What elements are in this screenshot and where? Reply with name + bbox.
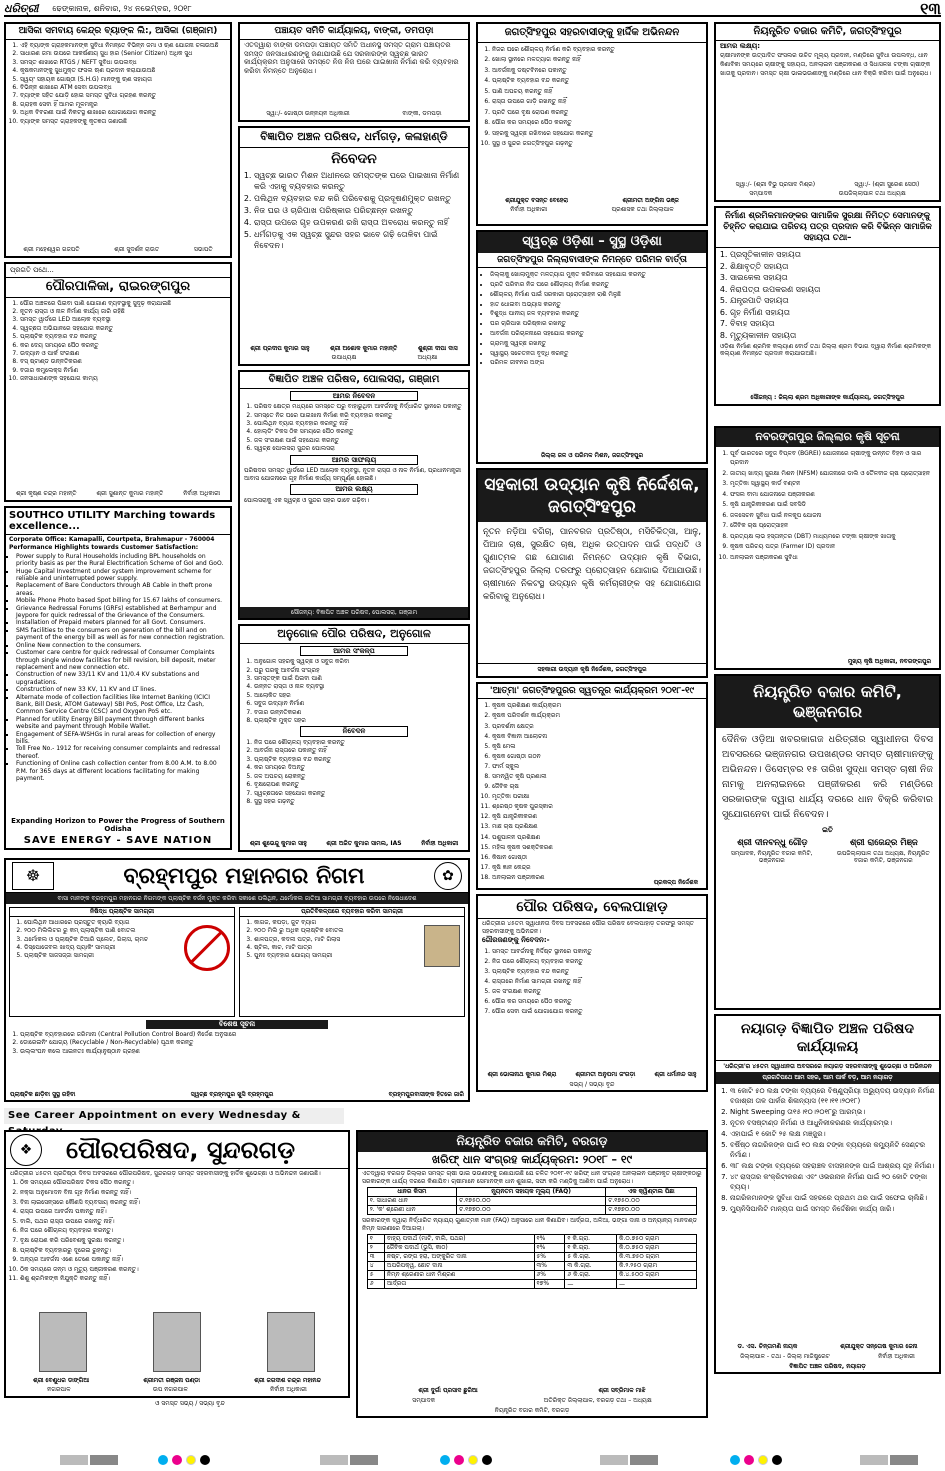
ad-horticulture: [476, 468, 708, 678]
ad-banki-samiti: [238, 22, 470, 122]
ad-intro: ଧରିତ୍ରୀର ୪୫ତମ ସ୍ୱାଧୀନତା ଦିବସ ଅବସରରେ ପୌର ପରିଷଦ ବେଲପାହାଡ଼ ତରଫରୁ ସମସ୍ତ ସହରବାସୀଙ୍କୁ ଅଭିନନ୍ଦନ।: [482, 920, 694, 935]
ad-sundargarh: [4, 1130, 350, 1398]
programme-list: 1. କୃଷକ ପ୍ରଶିକ୍ଷଣ କାର୍ଯ୍ୟକ୍ରମ 2. କୃଷକ ପରିଦର୍ଶନ କାର୍ଯ୍ୟକ୍ରମ 3. ପ୍ରଦର୍ଶନୀ କ୍ଷେତ୍ର 4. କୃଷକ ବିଜ୍ଞାନୀ ଆଲୋଚନା 5. କୃଷି ମେଳା 6. କୃଷକ ଗୋଷ୍ଠୀ ଗଠନ 7. ଫାର୍ମ ସ୍କୁଲ 8. ସମନ୍ୱିତ କୃଷି ପ୍ରଣାଳୀ 9. ଜୈବିକ ଚାଷ 10. ମୃତ୍ତିକା ପରୀକ୍ଷା 11. ଶ୍ରେଷ୍ଠ କୃଷକ ପୁରସ୍କାର 12. କୃଷି ଯାନ୍ତ୍ରିକୀକରଣ 13. ମାଛ ଚାଷ ପ୍ରଶିକ୍ଷଣ 14. ପଶୁପାଳନ ପ୍ରଶିକ୍ଷଣ 15. ମହିଳା କୃଷକ ସଶକ୍ତିକରଣ 16. କିଷାନ ଗୋଷ୍ଠୀ 17. କୃଷି ଜ୍ଞାନ କେନ୍ଦ୍ର 18. ଅନଲାଇନ ପଞ୍ଜୀକରଣ: [492, 701, 702, 882]
ad-intro: ଧରିତ୍ରୀର ୪୫ତମ ପ୍ରତିଷ୍ଠା ଦିବସ ଅବସରରେ ପୌରପରିଷଦ, ସୁନ୍ଦରଗଡ଼ ସମସ୍ତ ସହରବାସୀଙ୍କୁ ହାର୍ଦ୍ଦିକ ଶୁଭେଚ୍ଛା ଓ ଅଭିନନ୍ଦନ ଜଣାଉଛି।: [10, 1170, 321, 1177]
ad-text: ଚାଷୀମାନଙ୍କ ଉତ୍ପାଦିତ ଫସଲର ଉଚିତ ମୂଲ୍ୟ ପ୍ରଦାନ, ମଣ୍ଡିରେ ସୁବିଧା ଉପଲବ୍ଧ, ଧାନ କିଣାବିକା ସମୟରେ ଚାଷୀଙ୍କୁ ସହାୟତା, ଅନଲାଇନ ପଞ୍ଜୀକରଣ ଓ ସିଧାସଳଖ ଟଙ୍କା ଚାଷୀଙ୍କ ଖାତାକୁ ପ୍ରଦାନ। ସମସ୍ତ ଚାଷୀ ଭାଇଭଉଣୀଙ୍କୁ ମଣ୍ଡିରେ ଧାନ ବିକ୍ରି କରିବା ପାଇଁ ଅନୁରୋଧ।: [720, 52, 932, 78]
signatures: ସ୍ୱା:/- (ଶ୍ରୀ ବିଭୁ ପ୍ରସାଦ ମିଶ୍ର) ସ୍ୱା:/- (ଶ୍ରୀ ସୁରେଶ ସେଠୀ): [735, 180, 920, 188]
pre-title: ପ୍ରଗତି ପଥେ...: [10, 266, 54, 274]
ad-text: ଓଡ଼ିଶା ନିର୍ମାଣ ଶ୍ରମିକ କଲ୍ୟାଣ ବୋର୍ଡ ତଥା ଜିଲ୍ଲା ଶ୍ରମ ବିଭାଗ ଦ୍ୱାରା ନିର୍ମାଣ ଶ୍ରମିକଙ୍କ କଲ୍ୟାଣ ନିମନ୍ତେ ପ୍ରଦାନ କରାଯାଉଅଛି।: [720, 343, 932, 358]
ad-title: ନିୟନ୍ତ୍ରିତ ବଜାର କମିଟି, ବରଗଡ଼: [358, 1132, 706, 1152]
signatures: ଶ୍ରୀ ଭୋଳାନାଥ କୁମାର ମିଶ୍ରା ଶ୍ରୀମତୀ ଅନୁପମା ଜଂଗଡ଼ା ଶ୍ରୀ ଧର୍ମାନନ୍ଦ ସାହୁ: [487, 1070, 697, 1078]
ad-title: ବିଜ୍ଞାପିତ ଅଞ୍ଚଳ ପରିଷଦ, ଧର୍ମଗଡ଼, କଳାହାଣ୍ଡି: [240, 128, 468, 148]
southco-subtitle: Performance Highlights towards Customer Satisfaction:: [9, 544, 199, 552]
signatures: ଶ୍ରୀ ପ୍ରଦୀପ କୁମାର ସାହୁ ଶ୍ରୀ ଅଶୋକ କୁମାର ମହାନ୍ତି ଶୁଶ୍ରୀ ଦୀପା ଦାସ: [250, 344, 458, 352]
ad-polasara: [238, 370, 470, 620]
emblem-icon: ✿: [434, 862, 462, 890]
ad-title: 'ଆତ୍ମା' ଜଗତ୍‌ସିଂହପୁରର ସ୍ୱତନ୍ତ୍ର କାର୍ଯ୍ୟକ୍ରମ ୨୦୧୮-୧୯: [478, 684, 706, 699]
ad-text: ସରକାରଙ୍କ ଦ୍ୱାରା ନିର୍ଦ୍ଧାରିତ ନ୍ୟାଯ୍ୟ ଗୁଣାତ୍ମକ ମାନ (FAQ) ଅନୁସାରେ ଧାନ କିଣାଯିବ। ଆର୍ଦ୍ରତା, ଅଳିଆ, ଭଙ୍ଗା ଦାନା ଓ ଅନ୍ୟାନ୍ୟ ମାନଦଣ୍ଡ ନିମ୍ନ ସାରଣୀରେ ଦିଆଗଲା।: [362, 1217, 697, 1232]
ad-title: ପୌରପରିଷଦ, ସୁନ୍ଦରଗଡ଼: [66, 1136, 295, 1164]
signatures: ଶ୍ରୀ ବେଣୁଧର ଡାଙ୍ଗିଆ ଶ୍ରୀମତୀ ରଞ୍ଜନା ପଣ୍ଡା ଶ୍ରୀ ଜଗଦୀଶ ଚନ୍ଦ୍ର ମହାନନ୍ଦ: [33, 1376, 321, 1384]
ad-title: ଜଗତ୍‌ସିଂହପୁର ସହରବାସୀଙ୍କୁ ହାର୍ଦ୍ଦିକ ଅଭିନନ୍ଦନ: [478, 24, 706, 43]
ad-subtitle: 'ଧରିତ୍ରୀ'ର ୪୫ତମ ସ୍ୱାଧୀନତା ଅବସରରେ ନୟାଗଡ଼ ସହରବାସୀଙ୍କୁ ଶୁଭେଚ୍ଛା ଓ ଅଭିନନ୍ଦନ: [723, 1063, 932, 1070]
paper-logo: ଧରିତ୍ରୀ: [4, 2, 39, 15]
section-heading: ଆମର ନିବେଦନ: [290, 391, 418, 402]
banned-items-panel: [9, 907, 235, 1017]
table-row: ୧ ବାହ୍ୟ ପଦାର୍ଥ (ମାଟି, ବାଲି, ପଥର) ୧% ୧ କି.ଗ୍ରା. କି.୦.୭୫୦ ଗ୍ରାମ: [367, 1235, 697, 1244]
alternatives-panel: [239, 907, 465, 1017]
resolve-list: 1. ଅନୁଗୋଳ ସହରକୁ ସ୍ୱଚ୍ଛ ଓ ସବୁଜ କରିବା 2. ଘରୁ ଘରକୁ ଆବର୍ଜନା ସଂଗ୍ରହ 3. ସମସ୍ତଙ୍କ ପାଇଁ ପିଇବା ପାଣି 4. ଉନ୍ନତ ରାସ୍ତା ଓ ନାଳ ବ୍ୟବସ୍ଥା 5. ଆଲୋକିତ ସହର 6. ସବୁଜ ଉଦ୍ୟାନ ନିର୍ମାଣ 7. ବଜାର ଉନ୍ନତିକରଣ 8. ପ୍ଲାଷ୍ଟିକ ମୁକ୍ତ ସହର: [254, 658, 464, 724]
ad-bhanjanagar-market: [714, 674, 941, 1010]
masthead-date: ଢେଙ୍କାନାଳ, ଶନିବାର, ୨୪ ନଭେମ୍ବର, ୨୦୧୮: [52, 4, 192, 13]
ad-title: ନିୟନ୍ତ୍ରିତ ବଜାର କମିଟି, ଭଞ୍ଜନଗର: [716, 676, 939, 728]
request-list: 1. ସ୍ୱଚ୍ଛ ଭାରତ ମିଶନ ଅଧୀନରେ ସମସ୍ତଙ୍କ ଘରେ ପାଇଖାନା ନିର୍ମାଣ କରି ଏହାକୁ ବ୍ୟବହାର କରନ୍ତୁ 2. ପଲିଥିନ ବ୍ୟବହାର ବନ୍ଦ କରି ପରିବେଶକୁ ପ୍ରଦୂଷଣମୁକ୍ତ ରଖନ୍ତୁ 3. ନିଜ ଘର ଓ ଚାରିପାଖ ପରିଷ୍କାର ପରିଚ୍ଛନ୍ନ ରଖନ୍ତୁ 4. ରାସ୍ତା ଉପରେ ଗୃହ ଉପକରଣ ରଖି ରାସ୍ତା ଅବରୋଧ କରନ୍ତୁ ନାହିଁ 5. ଧର୍ମଗଡ଼କୁ ଏକ ସ୍ୱଚ୍ଛ ସୁନ୍ଦର ସହର ଭାବେ ଗଢ଼ି ତୋଳିବା ପାଇଁ ନିବେଦନ।: [254, 170, 464, 251]
ad-southco: [4, 506, 232, 850]
signature-roles: ନଗରପାଳ ଉପ ନଗରପାଳ ନିର୍ବାହୀ ଅଧିକାରୀ: [47, 1385, 307, 1393]
banned-list: 1. ପୋଲିଥିନ ଆଧାରରେ ପ୍ରସ୍ତୁତ କ୍ୟାରି ବ୍ୟାଗ 2. ୨୦୦ ମିଲିଲିଟର ରୁ କମ୍ ପ୍ଲାଷ୍ଟିକ ପାଣି ବୋତଲ 3. ଥର୍ମୋକଲ ଓ ପ୍ଲାଷ୍ଟିକ ତିଆରି ପ୍ଲେଟ, ଗିଲାସ, ଚାମଚ 4. ଡିସ୍ପୋଜେବଲ ଖାଦ୍ୟ ପ୍ୟାକିଂ ସାମଗ୍ରୀ 5. ପ୍ଲାଷ୍ଟିକ ସାଜସଜ୍ଜା ସାମଗ୍ରୀ: [24, 919, 176, 977]
table-row: ୨ ଜୈବିକ ପଦାର୍ଥ (ଭୁସି, କାଠ) ୧% ୧ କି.ଗ୍ରା. କି.୦.୭୫୦ ଗ୍ରାମ: [367, 1244, 697, 1253]
masthead: [4, 0, 941, 18]
ad-motto: ପ୍ରଗତିପଥେ ଆମ ସହର, ଆମ ପାର୍କ ବଡ଼, ଆମ ନୟାଗଡ଼: [716, 1072, 939, 1083]
ad-swachh-odisha: [476, 230, 708, 464]
municipal-points: 1. ପୌର ଅଞ୍ଚଳରେ ପିଇବା ପାଣି ଯୋଗାଣ ବ୍ୟବସ୍ଥାକୁ ସୁଦୃଢ଼ କରାଯାଇଛି 2. ନୂତନ ରାସ୍ତା ଓ ନାଳ ନିର୍ମାଣ କାର୍ଯ୍ୟ ଜାରି ରହିଛି 3. ସମସ୍ତ ୱାର୍ଡରେ LED ଆଲୋକ ବ୍ୟବସ୍ଥା 4. ସ୍ୱଚ୍ଛତା ଅଭିଯାନରେ ସହଯୋଗ କରନ୍ତୁ 5. ପ୍ଲାଷ୍ଟିକ ବ୍ୟବହାର ବନ୍ଦ କରନ୍ତୁ 6. କର ଦେୟ ସମୟରେ ପୈଠ କରନ୍ତୁ 7. ଉଦ୍ୟାନ ଓ ପାର୍କ ସଂରକ୍ଷଣ 8. ବସ୍ ଷ୍ଟାଣ୍ଡ ଉନ୍ନତିକରଣ 9. ବଜାର କମ୍ପ୍ଲେକ୍ସ ନିର୍ମାଣ 10. ଜନସାଧାରଣଙ୍କ ସହଯୋଗ କାମ୍ୟ: [20, 300, 226, 383]
signature-roles: ସମ୍ପାଦକ ଅତିରିକ୍ତ ଜିଲ୍ଲାପାଳ, ବରଗଡ଼ ତଥା – ଅଧ୍ୟକ୍ଷ: [412, 1396, 652, 1404]
signatures: ଶ୍ରୀ ଦୁର୍ଗା ପ୍ରସାଦ ଛୁରିଆ ଶ୍ରୀ ସବ୍ରିମାଳ ମାଝି: [418, 1386, 646, 1394]
ad-footer: ବିଜ୍ଞାପିତ ଅଞ୍ଚଳ ପରିଷଦ, ନୟାଗଡ଼: [789, 1362, 866, 1370]
corporation-logo-icon: ☸: [12, 862, 54, 890]
request-list: 1. ନିଜ ଘରେ ଶୌଚାଳୟ ବ୍ୟବହାର କରନ୍ତୁ 2. ଆବର୍ଜନା ରାସ୍ତାରେ ପକାନ୍ତୁ ନାହିଁ 3. ପ୍ଲାଷ୍ଟିକ ବ୍ୟବହାର ବନ୍ଦ କରନ୍ତୁ 4. କର ସମୟରେ ଦିଅନ୍ତୁ 5. ଜଳ ଅପଚୟ ରୋକନ୍ତୁ 6. ବୃକ୍ଷରୋପଣ କରନ୍ତୁ 7. ସ୍ୱଚ୍ଛତାରେ ସହଯୋଗ କରନ୍ତୁ 8. ସୁସ୍ଥ ସହର ଗଢ଼ନ୍ତୁ: [254, 739, 464, 805]
signatures: ସ୍ୱା:/- ଗୋଷ୍ଠୀ ଉନ୍ନୟନ ଅଧିକାରୀ ବାଙ୍କୀ, ଡମପଡ଼ା: [266, 109, 442, 117]
ad-bargarh-market: [356, 1130, 708, 1418]
section-heading: ଗୌରଜଣଙ୍କୁ ନିବେଦନ:-: [482, 935, 550, 944]
ad-brahmapur-corporation: [4, 858, 470, 1102]
ad-construction-workers: [714, 206, 941, 406]
southco-highlights: ▪ Power supply to Rural Households including BPL households on priority basis as per the Rural Electrification Scheme of GoI and GoO. ▪ Huge Capital Investment under system improvement scheme for reliable and uninterrupted power supply. ▪ Replacement of Bare Conductors through AB Cable in theft prone areas. ▪ Mobile Phone Photo based Spot billing for 15.67 lakhs of consumers. ▪ Grievance Redressal Forums (GRFs) established at Berhampur and Jeypore for quick redressal of the Grievance of the Consumers. ▪ Installation of Prepaid meters planned for all Govt. Consumers. ▪ SMS facilities to the consumers on generation of the bill and on payment of the energy bill as well as for new connection registration. ▪ Online New connection to the consumers. ▪ Customer care centre for quick redressal of Consumer Complaints through single window facilities for bill revision, bill deposit, meter replacement and new connection etc. ▪ Construction of new 33/11 KV and 11/0.4 KV substations and upgradations. ▪ Construction of new 33 KV, 11 KV and LT lines. ▪ Alternate mode of collection facilities like Internet Banking (ICICI Bank, Bill Desk, ATOM Gateway) SBI PoS, Post Office, Ltz Cash, Common Service Centre (CSC) and Oxygen PoS etc. ▪ Planned for utility Energy Bill payment through different banks website and payment through Mobile Wallet. ▪ Engagement of SEFA-WSHGs in rural areas for collection of energy bills. ▪ Toll Free No.- 1912 for receiving consumer complaints and redressal thereof. ▪ Functioning of Online cash collection center from 8.00 A.M. to 8.00 P.M. for 365 days at different locations facilitating for making payment.: [16, 553, 227, 783]
signature-roles: ଉପାଧ୍ୟକ୍ଷ ଅଧ୍ୟକ୍ଷା: [331, 353, 438, 361]
ad-title: ନବରଙ୍ଗପୁର ଜିଲ୍ଲାର କୃଷି ସୂଚନା: [716, 428, 939, 447]
southco-title: SOUTHCO UTILITY Marching towards excellence...: [6, 508, 230, 535]
ad-title: ନିର୍ମାଣ ଶ୍ରମିକମାନଙ୍କର ସାମାଜିକ ସୁରକ୍ଷା ନିମିତ୍ତ ସେମାନଙ୍କୁ ଚିହ୍ନିତ କରାଯାଇ ପରିଚୟ ପତ୍ର ପ୍ରଦାନ କରି ବିଭିନ୍ନ ସାମାଜିକ ସହାୟତା ତଥା–: [716, 208, 939, 248]
jute-bag-icon: [424, 925, 460, 967]
ad-footer: ସୌଜନ୍ୟ : ଜିଲ୍ଲା ଶ୍ରମ ଅଧିକାରୀଙ୍କ କାର୍ଯ୍ୟାଳୟ, ଜଗତ୍‌ସିଂହପୁର: [750, 393, 905, 401]
table-row: ୬ ଆର୍ଦ୍ରତା ୧୭% — —: [367, 1280, 697, 1289]
ad-title: ସହକାରୀ ଉଦ୍ୟାନ କୃଷି ନିର୍ଦ୍ଦେଶକ, ଜଗତ୍‌ସିଂହପୁର: [478, 470, 706, 522]
signatures: ଶ୍ରୀ ଶୁଭେନ୍ଦୁ କୁମାର ସାହୁ ଶ୍ରୀ ଅଜିତ କୁମାର ସାମଲ, IAS ନିର୍ବାହୀ ଅଧିକାରୀ: [249, 839, 459, 847]
southco-footer: Expanding Horizon to Power the Progress of Southern Odisha: [11, 817, 225, 833]
ad-title: ନୟାଗଡ଼ ବିଜ୍ଞାପିତ ଅଞ୍ଚଳ ପରିଷଦ କାର୍ଯ୍ୟାଳୟ: [716, 1016, 939, 1061]
ad-title: ଆସିକା ସମବାୟ କେନ୍ଦ୍ର ବ୍ୟାଙ୍କ ଲି:, ଆସିକା (ଗଞ୍ଜାମ): [6, 24, 230, 40]
signature-roles: ନିର୍ବାହୀ ଅଧିକାରୀ ପ୍ରଶାସକ ତଥା ଜିଲ୍ଲାପାଳ: [510, 205, 674, 213]
ad-text: ନୂତନ ନଡ଼ିଆ ବଗିଚା, ପାନବରଜ ପ୍ରତିଷ୍ଠା, ମସିଚିକିତ୍ସା, ଆଳୁ, ପିଆଜ ଚାଷ, ସୁରକ୍ଷିତ ଚାଷ, ଅଧିକ ଉତ୍ପାଦନ ପାଇଁ ପଦ୍ଧତି ଓ ଗୁଣାତ୍ମକ ଗଛ ଯୋଗାଣ ନିମନ୍ତେ ଉଦ୍ୟାନ କୃଷି ବିଭାଗ, ଜଗତ୍‌ସିଂହପୁର ଜିଲ୍ଲା ତରଫରୁ ପ୍ରୋତ୍ସାହନ ଯୋଗାଇ ଦିଆଯାଉଛି। ଚାଷୀମାନେ ନିକଟସ୍ଥ ଉଦ୍ୟାନ କୃଷି କର୍ମଚାରୀଙ୍କ ସହ ଯୋଗାଯୋଗ କରିବାକୁ ଅନୁରୋଧ।: [483, 526, 701, 601]
iti: ଇତି: [822, 826, 833, 834]
section-heading: ଆମର ଲକ୍ଷ୍ୟ:: [720, 41, 761, 50]
print-registration-strip: [0, 1452, 945, 1468]
achievements-list: 1. ୩ କୋଟି ୫୦ ଲକ୍ଷ ଟଙ୍କା ବ୍ୟୟରେ ବିଷ୍ଣୁପ୍ରିୟା ଅଭ୍ୟୁଦୟ ଉଦ୍ୟାନ ନିର୍ମାଣ ବଜାଶ୍ରୀ ତାଳ ପାର୍କର ଶିଳାନ୍ୟାସ (୧୧।୧୧।୨୦୧୮) 2. Night Sweeping ତା୧୫।୧୦।୨୦୧୮ରୁ ଆରମ୍ଭ। 3. ନୂତନ ବସଷ୍ଟାଣ୍ଡ ନିର୍ମାଣ ଓ ଆଧୁନିକୀକରଣର କାର୍ଯ୍ୟାରମ୍ଭ। 4. ଏହାପାଇଁ ୧ କୋଟି ୨୫ ଲକ୍ଷ ମଞ୍ଜୁର। 5. ବର୍ଷିଷ୍ଠ ନାଗରିକଙ୍କ ପାଇଁ ୧୦ ଲକ୍ଷ ଟଙ୍କା ବ୍ୟୟରେ କମ୍ୟୁନିଟି ସେଣ୍ଟର ନିର୍ମାଣ। 6. ୩୮ ଲକ୍ଷ ଟଙ୍କା ବ୍ୟୟରେ ସହରାଞ୍ଚଳ ବାସହୀନଙ୍କ ପାଇଁ ଆଶ୍ରୟ ଗୃହ ନିର୍ମାଣ। 7. ୪୯ ରାସ୍ତାର କଂକ୍ରିଟୀକରଣ ଏବଂ ଓଭରନାଳ ନିର୍ମାଣ ପାଇଁ ୨୦ କୋଟି ଟଙ୍କା ବ୍ୟୟ। 8. ନାଗରିକମାନଙ୍କ ସୁବିଧା ପାଇଁ ସହରରେ ପ୍ରଥମ ଥର ପାଇଁ ସଫେଇ ଚାଲିଛି। 9. ମ୍ୟୁନିସିପାଲିଟି ମାନ୍ୟତା ପାଇଁ ସମସ୍ତ ନିର୍ଦ୍ଦେଶିକା କାର୍ଯ୍ୟ ଜାରି।: [730, 1086, 935, 1214]
special-notice-heading: ବିଶେଷ ସୂଚନା: [146, 1020, 328, 1029]
ad-footer: ପ୍ରକଳ୍ପ ନିର୍ଦ୍ଦେଶକ: [653, 878, 698, 886]
signature-roles: ଜିଲ୍ଲାପାଳ - ତଥା - ଜିଲ୍ଲା ମାଜିଷ୍ଟ୍ରେଟ ନିର୍ବାହୀ ଅଧିକାରୀ: [740, 1352, 915, 1360]
ad-footer: ସୌଜନ୍ୟ: ବିଜ୍ଞାପିତ ଅଞ୍ଚଳ ପରିଷଦ, ପୋଲସରା, ଗଞ୍ଜାମ: [240, 607, 468, 618]
ad-subtitle: ବାସା ମାନଙ୍କ ବ୍ରହ୍ମପୁର ମହାନଗର ନିଗମଙ୍କ ପ୍ଲାଷ୍ଟିକ ବର୍ଜନ ମୁକ୍ତ କରିବା ସକାଶେ ପଲିଥିନ, ଥର୍ମୋକଲ ଜାତିଆ ସାମଗ୍ରୀ ବ୍ୟବହାର ଉପରେ ନିଷେଧାଦେଶ: [6, 893, 468, 904]
signature-role: ସଭ୍ୟ / ସଭ୍ୟା ବୃନ୍ଦ: [569, 1080, 615, 1088]
section-heading: ନିବେଦନ: [300, 726, 408, 737]
members-note: ଓ ସମସ୍ତ ସଭ୍ୟ / ସଭ୍ୟା ବୃନ୍ଦ: [155, 1400, 225, 1407]
table-row: ୧. ସାଧାରଣ ଧାନ ଟ.୧୭୫୦.୦୦ ଟ.୧୭୫୦.୦୦: [367, 1197, 697, 1206]
section-heading: ଆମର ଲକ୍ଷ୍ୟ: [290, 484, 418, 495]
table-row: ୫ ନିମ୍ନ ଶ୍ରେଣୀର ଧାନ ମିଶ୍ରଣ ୬% ୬ କି.ଗ୍ରା. କି.୪.୫୦୦ ଗ୍ରାମ: [367, 1271, 697, 1280]
ad-title: ବିଜ୍ଞାପିତ ଅଞ୍ଚଳ ପରିଷଦ, ପୋଲସରା, ଗଞ୍ଜାମ: [240, 372, 468, 389]
ad-intro: ଏତଦ୍ୱାରା ବରଗଡ଼ ଜିଲ୍ଲାର ସମସ୍ତ ଚାଷୀ ଭାଇ ଭଉଣୀଙ୍କୁ ଜଣାଯାଉଛି ଯେ ଚଳିତ ୨୦୧୮-୧୯ ଖରିଫ୍ ଧାନ ସଂଗ୍ରହ ଅନଲାଇନ ପଞ୍ଜୀକୃତ ଚାଷୀଙ୍କଠାରୁ ସରକାରଙ୍କ ଧାର୍ଯ୍ୟ ଦରରେ କିଣାଯିବ। ଚାଷୀମାନେ ସେମାନଙ୍କ ଧାନ ଶୁଖାଇ, ସଫା କରି ମଣ୍ଡିକୁ ଆଣିବା ପାଇଁ ଅନୁରୋଧ।: [362, 1170, 702, 1185]
ad-title: ବ୍ରହ୍ମପୁର ମହାନଗର ନିଗମ: [123, 863, 365, 889]
southco-office: Corporate Office: Kamapalli, Courtpeta, Brahmapur - 760004: [9, 536, 215, 543]
photo-row: [6, 1312, 348, 1372]
ad-text: ଏତଦ୍ୱାରା ବାଙ୍କୀ ଡମପଡ଼ା ପଞ୍ଚାୟତ ସମିତି ଅଧୀନସ୍ଥ ସମସ୍ତ ଗ୍ରାମ ପଞ୍ଚାୟତର ସମସ୍ତ ଜନସାଧାରଣଙ୍କୁ ଜଣାଯାଉଛି ଯେ ସରକାରଙ୍କ ସ୍ୱଚ୍ଛ ଭାରତ କାର୍ଯ୍ୟକ୍ରମ ଅନୁସାରେ ସମସ୍ତେ ନିଜ ନିଜ ଘରେ ପାଇଖାନା ନିର୍ମାଣ କରି ବ୍ୟବହାର କରିବା ନିମନ୍ତେ ଅନୁରୋଧ।: [244, 41, 459, 75]
ad-subtitle: ଖରିଫ୍ ଧାନ ସଂଗ୍ରହ କାର୍ଯ୍ୟକ୍ରମ: ୨୦୧୮ – ୧୯: [358, 1152, 706, 1170]
ad-aska-bank: [4, 22, 232, 258]
request-list: 1. ନିଜର ଘରେ ଶୌଚାଳୟ ନିର୍ମାଣ କରି ବ୍ୟବହାର କରନ୍ତୁ 2. ଖୋଲା ସ୍ଥାନରେ ମଳତ୍ୟାଗ କରନ୍ତୁ ନାହିଁ 3. ଆବର୍ଜନାକୁ ଡଷ୍ଟବିନରେ ପକାନ୍ତୁ 4. ପ୍ଲାଷ୍ଟିକ ବ୍ୟବହାର ବନ୍ଦ କରନ୍ତୁ 5. ପାଣି ଅପଚୟ କରନ୍ତୁ ନାହିଁ 6. ରାସ୍ତା ଉପରେ ଗାଡ଼ି ରଖନ୍ତୁ ନାହିଁ 7. ପ୍ରତି ଘରେ ବୃକ୍ଷ ରୋପଣ କରନ୍ତୁ 8. ପୌର କର ସମୟରେ ପୈଠ କରନ୍ତୁ 9. ସହରକୁ ସ୍ୱଚ୍ଛ ରଖିବାରେ ସହଯୋଗ କରନ୍ତୁ 10. ସୁସ୍ଥ ଓ ସୁନ୍ଦର ଜଗତ୍‌ସିଂହପୁର ଗଢ଼ନ୍ତୁ: [492, 45, 702, 149]
ad-footer: ମୁଖ୍ୟ କୃଷି ଅଧିକାରୀ, ନବରଙ୍ଗପୁର: [847, 657, 931, 665]
signatures: ଶ୍ରୀ ଦୀନବନ୍ଧୁ ଗୌଡ଼ ଶ୍ରୀ ରାଜେନ୍ଦ୍ର ମିଞ୍ଜ: [737, 837, 918, 848]
ad-footer: ପ୍ଲାଷ୍ଟିକ ଛାଡ଼ିବା ସୁସ୍ଥ ରହିବା ସ୍ୱଚ୍ଛ ବ୍ରହ୍ମପୁର ଖୁସି ବ୍ରହ୍ମପୁର ବ୍ରହ୍ମପୁରବାସୀଙ୍କ ହିତରେ ଜାରି: [10, 1090, 464, 1098]
ad-nabarangpur-agriculture: [714, 426, 941, 670]
ad-title: ପଞ୍ଚାୟତ ସମିତି କାର୍ଯ୍ୟାଳୟ, ବାଙ୍କୀ, ଡମପଡ଼ା: [240, 24, 468, 40]
avatar: [39, 1312, 87, 1372]
ad-nayagarh: [714, 1014, 941, 1374]
ad-rairangpur: [4, 262, 232, 502]
special-notice-list: 1. ପ୍ଲାଷ୍ଟିକ ବ୍ୟବହାରରେ ଜରିମାନା (Central Pollution Control Board) ନିର୍ଦ୍ଦେଶ ଅନୁସାରେ 2. ଡୋରେଇନିଂ ଯୋଗ୍ୟ (Recyclable / Non-Recyclable) ପୃଥକ କରନ୍ତୁ 3. ଉଲ୍ଲଂଘନ କଲେ ଆଇନତଃ କାର୍ଯ୍ୟାନୁଷ୍ଠାନ ଗ୍ରହଣ: [20, 1031, 464, 1055]
section-heading: ଆମର ସାଫଲ୍ୟ: [290, 455, 418, 466]
request-list: 1. ସମସ୍ତ ଆବର୍ଜନାକୁ ନିର୍ଦ୍ଦିଷ୍ଟ ସ୍ଥାନରେ ପକାନ୍ତୁ 2. ନିଜ ଘରେ ଶୌଚାଳୟ ବ୍ୟବହାର କରନ୍ତୁ 3. ପ୍ଲାଷ୍ଟିକ ବ୍ୟବହାର ବନ୍ଦ କରନ୍ତୁ 4. ରାସ୍ତାରେ ନିର୍ମାଣ ସାମଗ୍ରୀ ରଖନ୍ତୁ ନାହିଁ 5. ଜଳ ସଂରକ୍ଷଣ କରନ୍ତୁ 6. ପୌର କର ସମୟରେ ପୈଠ କରନ୍ତୁ 7. ପୌର ସେବା ପାଇଁ ଯୋଗାଯୋଗ କରନ୍ତୁ: [492, 947, 702, 1016]
southco-slogan: SAVE ENERGY - SAVE NATION: [23, 835, 213, 846]
ad-footer: ସହକାରୀ ଉଦ୍ୟାନ କୃଷି ନିର୍ଦ୍ଦେଶକ, ଜଗତ୍‌ସିଂହପୁର: [478, 663, 706, 673]
signature-roles: ସମ୍ପାଦକ ଉପଜିଲ୍ଲାପାଳ ତଥା ଅଧ୍ୟକ୍ଷ: [749, 189, 906, 197]
panel-heading: ନିଷିଦ୍ଧ ପ୍ଲାଷ୍ଟିକ ସାମଗ୍ରୀ: [10, 908, 234, 916]
ad-footer: ଜିଲ୍ଲା ଜଳ ଓ ପରିମଳ ମିଶନ, ଜଗତ୍‌ସିଂହପୁର: [541, 451, 643, 459]
request-list: 1. ଠିକ ସମୟରେ ପୌରପରିଷଦ ଟିକସ ପୈଠ କରନ୍ତୁ। 2. ନକ୍ସା ଅନୁମୋଦନ ବିନା ଗୃହ ନିର୍ମାଣ କରନ୍ତୁ ନାହିଁ। 3. ବିନା ଲାଇସେନ୍ସରେ କୌଣସି ବ୍ୟବସାୟ କରନ୍ତୁ ନାହିଁ। 4. ରାସ୍ତା ଉପରେ ଆବର୍ଜନା ପକାନ୍ତୁ ନାହିଁ। 5. ବାଲି, ପଥର ରାସ୍ତା ଉପରେ ରଖନ୍ତୁ ନାହିଁ। 6. ନିଜ ଘରେ ଶୌଚାଳୟ ବ୍ୟବହାର କରନ୍ତୁ। 7. ବୃକ୍ଷ ରୋପଣ କରି ପରିବେଶକୁ ସୁରକ୍ଷା କରନ୍ତୁ। 8. ପ୍ଲାଷ୍ଟିକ ବ୍ୟବହାରରୁ ଦୂରେଇ ରୁହନ୍ତୁ। 9. ଅନ୍ୟର ଆବର୍ଜନା ଏଣେ ତେଣେ ପକାନ୍ତୁ ନାହିଁ। 10. ଠିକ ସମୟରେ ଜନ୍ମ ଓ ମୃତ୍ୟୁ ପଞ୍ଜୀକରଣ କରନ୍ତୁ। 11. ଶିଶୁ ଶ୍ରମିକଙ୍କ ନିଯୁକ୍ତି କରନ୍ତୁ ନାହିଁ।: [20, 1179, 344, 1284]
bank-points: 1. ଏହି ବ୍ୟାଙ୍କ ଗ୍ରାହକମାନଙ୍କ ସୁବିଧା ନିମନ୍ତେ ବିଭିନ୍ନ ଜମା ଓ ଋଣ ଯୋଜନା ଚଳାଉଅଛି 2. ସାଧାରଣ ଜମା ଉପରେ ଆକର୍ଷଣୀୟ ସୁଧ ହାର (Senior Citizen) ଅଧିକ ସୁଧ 3. ସମସ୍ତ ଶାଖାରେ RTGS / NEFT ସୁବିଧା ଉପଲବ୍ଧ 4. କୃଷକମାନଙ୍କୁ ସୁଧମୁକ୍ତ ଫସଲ ଋଣ ପ୍ରଦାନ କରାଯାଉଅଛି 5. ସ୍ୱୟଂ ସହାୟକ ଗୋଷ୍ଠୀ (S.H.G) ମାନଙ୍କୁ ଋଣ ସହାୟତା 6. ବିଭିନ୍ନ ଶାଖାରେ ATM ସେବା ଉପଲବ୍ଧ 7. ବ୍ୟାଙ୍କ ସହିତ ଯୋଡ଼ି ହୋଇ ସମସ୍ତ ସୁବିଧା ଗ୍ରହଣ କରନ୍ତୁ 8. ଗ୍ରାହକ ସେବା ହିଁ ଆମର ମୂଳମନ୍ତ୍ର 9. ଅଧିକ ବିବରଣୀ ପାଇଁ ନିକଟସ୍ଥ ଶାଖାରେ ଯୋଗାଯୋଗ କରନ୍ତୁ 10. ବ୍ୟାଙ୍କ ସମସ୍ତ ଗ୍ରାହକଙ୍କୁ କୃତଜ୍ଞତା ଜଣାଉଛି: [20, 42, 226, 125]
ad-text: ଦୈନିକ ଓଡ଼ିଆ ଖବରକାଗଜ ଧରିତ୍ରୀର ସ୍ୱାଧୀନତା ଦିବସ ଅବସରରେ ଭଞ୍ଜନଗର ଉପଖଣ୍ଡର ସମସ୍ତ ଚାଷୀମାନଙ୍କୁ ଅଭିନନ୍ଦନ। ଡିସେମ୍ବର ୧୫ ତାରିଖ ସୁଦ୍ଧା ସମସ୍ତ ଚାଷୀ ନିଜ ନାମକୁ ଅନଲାଇନରେ ପଞ୍ଜୀକରଣ କରି ମଣ୍ଡିରେ ସରକାରଙ୍କ ଦ୍ୱାରା ଧାର୍ଯ୍ୟ ଦରରେ ଧାନ ବିକ୍ରି କରିବାର ସୁଯୋଗନେବା ପାଇଁ ନିବେଦନ।: [722, 734, 933, 820]
no-plastic-icon: [184, 925, 230, 971]
ad-footer: ନିୟନ୍ତ୍ରିତ ବଜାର କମିଟି, ବରଗଡ଼: [494, 1406, 570, 1414]
ad-jagatsinghpur-municipality: [476, 22, 708, 226]
table-row: ୨. 'କ' ଶ୍ରେଣୀ ଧାନ ଟ.୧୭୭୦.୦୦ ଟ.୧୭୭୦.୦୦: [367, 1206, 697, 1215]
ad-dharmagarh: [238, 126, 470, 366]
goal-text: ପୋଲସରାକୁ ଏକ ସ୍ୱଚ୍ଛ ଓ ସୁନ୍ଦର ସହର ଭାବେ ଗଢ଼ିବା।: [244, 496, 369, 504]
sanitation-points: • ଜିଲ୍ଲାକୁ ଖୋଲାମୁକ୍ତ ମଳତ୍ୟାଗ ମୁକ୍ତ କରିବାରେ ସହଯୋଗ କରନ୍ତୁ • ପ୍ରତି ପରିବାର ନିଜ ଘରେ ଶୌଚାଳୟ ନିର୍ମାଣ କରନ୍ତୁ • ଶୌଚାଳୟ ନିର୍ମାଣ ପାଇଁ ସରକାରୀ ପ୍ରୋତ୍ସାହନ ରାଶି ମିଳୁଛି • ହାତ ଧୋଇବା ଅଭ୍ୟାସ କରନ୍ତୁ • ବିଶୁଦ୍ଧ ପାନୀୟ ଜଳ ବ୍ୟବହାର କରନ୍ତୁ • ଘର ଚାରିପାଖ ପରିଷ୍କାର ରଖନ୍ତୁ • ଆବର୍ଜନା ପରିଚାଳନାରେ ସହଯୋଗ କରନ୍ତୁ • ଗ୍ରାମକୁ ସ୍ୱଚ୍ଛ ରଖନ୍ତୁ • ସ୍ୱାସ୍ଥ୍ୟ ସଚେତନତା ବୃଦ୍ଧି କରନ୍ତୁ • ପରିମଳ ଜୀବନର ଅଙ୍ଗ: [490, 270, 702, 368]
success-text: ପରିଷଦର ସମସ୍ତ ୱାର୍ଡରେ LED ଆଲୋକ ବ୍ୟବସ୍ଥା, ନୂତନ ରାସ୍ତା ଓ ନାଳ ନିର୍ମାଣ, ପ୍ରଧାନମନ୍ତ୍ରୀ ଆବାସ ଯୋଜନାରେ ଗୃହ ନିର୍ମାଣ କାର୍ଯ୍ୟ ସମ୍ପୂର୍ଣ୍ଣ ହୋଇଛି।: [244, 467, 461, 482]
avatar: [267, 1312, 315, 1372]
ad-title: ସ୍ୱଚ୍ଛ ଓଡ଼ିଶା – ସୁସ୍ଥ ଓଡ଼ିଶା: [478, 232, 706, 253]
quality-table: [367, 1234, 698, 1289]
municipality-logo-icon: ❖: [10, 1134, 42, 1166]
signatures: ଡ. ଏସ. ଚିନ୍ତାମଣି ନାୟକ ଶ୍ରୀଯୁକ୍ତ ସନ୍ତୋଷ କୁମାର ଜେନା: [737, 1342, 918, 1350]
assistance-list: 1. ପ୍ରସୂତିକାଳୀନ ସହାୟତା 2. ଶିକ୍ଷାବୃତ୍ତି ସହାୟତା 3. ସାଇକେଲ ସହାୟତା 4. ନିରାପତ୍ତା ଉପକରଣ ସହାୟତା 5. ଯନ୍ତ୍ରପାତି ସହାୟତା 6. ଗୃହ ନିର୍ମାଣ ସହାୟତା 7. ବିବାହ ସହାୟତା 8. ମୃତ୍ୟୁକାଳୀନ ସହାୟତା: [730, 250, 935, 341]
table-row: ୪ ଅପରିପକ୍ୱ, ଛୋଟ ଦାନା ୩% ୩ କି.ଗ୍ରା. କି.୨.୨୫୦ ଗ୍ରାମ: [367, 1262, 697, 1271]
avatar: [153, 1312, 201, 1372]
ad-title: ପୌର ପରିଷଦ, ବେଲପାହାଡ଼: [478, 896, 706, 919]
signatures: ଶ୍ରୀଯୁକ୍ତ ବସନ୍ତ ବେହେରା ଶ୍ରୀମତୀ ଅଙ୍ଗିନା ଭଞ୍ଜ: [505, 196, 679, 204]
ad-subtitle: ଜଗତ୍‌ସିଂହପୁର ଜିଲ୍ଲାବାସୀଙ୍କ ନିମନ୍ତେ ପରିମଳ ବାର୍ତ୍ତା: [478, 253, 706, 268]
ad-angul: [238, 624, 470, 852]
table-row: ୩ ନଷ୍ଟ, ରଙ୍ଗ ହରା, ଅଙ୍କୁରିତ ଦାନା ୫% ୫ କି.ଗ୍ରା. କି.୩.୭୫୦ ଗ୍ରାମ: [367, 1253, 697, 1262]
panel-heading: ପ୍ରତିବିକଳ୍ପରେ ବ୍ୟବହାର କରିବା ସାମଗ୍ରୀ: [240, 908, 464, 916]
ad-subtitle: ନିବେଦନ: [331, 150, 377, 167]
signature-roles: ସମ୍ପାଦକ, ନିୟନ୍ତ୍ରିତ ବଜାର କମିଟି, ଭଞ୍ଜନଗର ଉପଜିଲ୍ଲାପାଳ ତଥା ଅଧ୍ୟକ୍ଷ, ନିୟନ୍ତ୍ରିତ ବଜାର କମିଟି, ଭଞ୍ଜନଗର: [730, 849, 930, 864]
msp-table: ଧାନର କିସମ ନ୍ୟୂନତମ ସହାୟକ ମୂଲ୍ୟ (FAQ) ଏକ କ୍ୱିଣ୍ଟାଲ ପିଛା ୧. ସାଧାରଣ ଧାନ ଟ.୧୭୫୦.୦୦ ଟ.୧୭୫୦.୦୦ ୨. 'କ' ଶ୍ରେଣୀ ଧାନ ଟ.୧୭୭୦.୦୦ ଟ.୧୭୭୦.୦୦: [367, 1187, 698, 1215]
career-banner: See Career Appointment on every Wednesday &: [4, 1108, 344, 1124]
page-number: ୧୩: [920, 0, 941, 18]
ad-title: ନିୟନ୍ତ୍ରିତ ବଜାର କମିଟି, ଜଗତ୍‌ସିଂହପୁର: [716, 24, 939, 41]
alternatives-list: 1. କାଗଜ, କପଡ଼ା, ଜୁଟ ବ୍ୟାଗ 2. ୨୦୦ ମିଲି ରୁ ଅଧିକ ପ୍ଲାଷ୍ଟିକ ବୋତଲ 3. ଶାଳପତ୍ର, କଦଳୀ ପତ୍ର, ମାଟି ଗିଲାସ 4. ଷ୍ଟିଲ, କାଚ, ମାଟି ପାତ୍ର 5. ପୁନଃ ବ୍ୟବହାର ଯୋଗ୍ୟ ସାମଗ୍ରୀ: [254, 919, 416, 973]
request-list: 1. ପରିଷଦ କ୍ଷେତ୍ର ମଧ୍ୟରେ ସମସ୍ତେ ଘରୁ ବାହାରୁଥିବା ଆବର୍ଜନାକୁ ନିର୍ଦ୍ଧାରିତ ସ୍ଥାନରେ ପକାନ୍ତୁ 2. ସମସ୍ତେ ନିଜ ଘରେ ପାଇଖାନା ନିର୍ମାଣ କରି ବ୍ୟବହାର କରନ୍ତୁ 3. ପୋଲିଥିନ ବ୍ୟାଗ ବ୍ୟବହାର କରନ୍ତୁ ନାହିଁ 4. ହୋଲ୍ଡିଂ ଟିକସ ଠିକ ସମୟରେ ପୈଠ କରନ୍ତୁ 5. ଜଳ ସଂରକ୍ଷଣ ପାଇଁ ସହଯୋଗ କରନ୍ତୁ 6. ସ୍ୱଚ୍ଛ ପୋଲସରା ସୁନ୍ଦର ପୋଲସରା: [254, 403, 464, 452]
section-heading: ଆମର ସଂକଳ୍ପ: [300, 646, 408, 657]
ad-title: ପୌରପାଳିକା, ରାଇରଙ୍ଗପୁର: [6, 277, 230, 298]
ad-title: ଅନୁଗୋଳ ପୌର ପରିଷଦ, ଅନୁଗୋଳ: [240, 626, 468, 644]
agriculture-points: 1. ପୂର୍ବ ଭାରତରେ ସବୁଜ ବିପ୍ଳବ (BGREI) ଯୋଜନାରେ ଚାଷୀଙ୍କୁ ଉନ୍ନତ ବିହନ ଓ ସାର ପ୍ରଦାନ 2. ଜାତୀୟ ଖାଦ୍ୟ ସୁରକ୍ଷା ମିଶନ (NFSM) ଯୋଜନାରେ ଡାଲି ଓ ତୈଳବୀଜ ଚାଷ ପ୍ରୋତ୍ସାହନ 3. ମୃତ୍ତିକା ସ୍ୱାସ୍ଥ୍ୟ କାର୍ଡ ବଣ୍ଟନ 4. ଫସଲ ବୀମା ଯୋଜନାରେ ପଞ୍ଜୀକରଣ 5. କୃଷି ଯାନ୍ତ୍ରିକୀକରଣ ପାଇଁ ସବସିଡି 6. ଜଳସେଚନ ସୁବିଧା ପାଇଁ ନଳକୂପ ଯୋଜନା 7. ଜୈବିକ ଚାଷ ପ୍ରୋତ୍ସାହନ 8. ପ୍ରତ୍ୟକ୍ଷ ଲାଭ ହସ୍ତାନ୍ତର (DBT) ମାଧ୍ୟମରେ ଟଙ୍କା ଚାଷୀଙ୍କ ଖାତାକୁ 9. କୃଷକ ପରିଚୟ ପତ୍ର (Farmer ID) ପ୍ରଦାନ 10. ଅନଲାଇନ ପଞ୍ଜୀକରଣ ସୁବିଧା: [730, 449, 935, 563]
ad-atma: [476, 682, 708, 890]
signatures: ଶ୍ରୀ କୃଷ୍ଣ ଚନ୍ଦ୍ର ମହାନ୍ତି ଶ୍ରୀ ସୁଶାନ୍ତ କୁମାର ମହାନ୍ତି ନିର୍ବାହୀ ଅଧିକାରୀ: [15, 489, 220, 497]
ad-belpahar: [476, 894, 708, 1092]
ad-jagatsinghpur-market: [714, 22, 941, 202]
signatures: ଶ୍ରୀ ମହେଶ୍ୱର ଗଜପତି ଶ୍ରୀ ସୁଦର୍ଶନ ରାଉତ ସଭାପତି: [23, 245, 213, 253]
